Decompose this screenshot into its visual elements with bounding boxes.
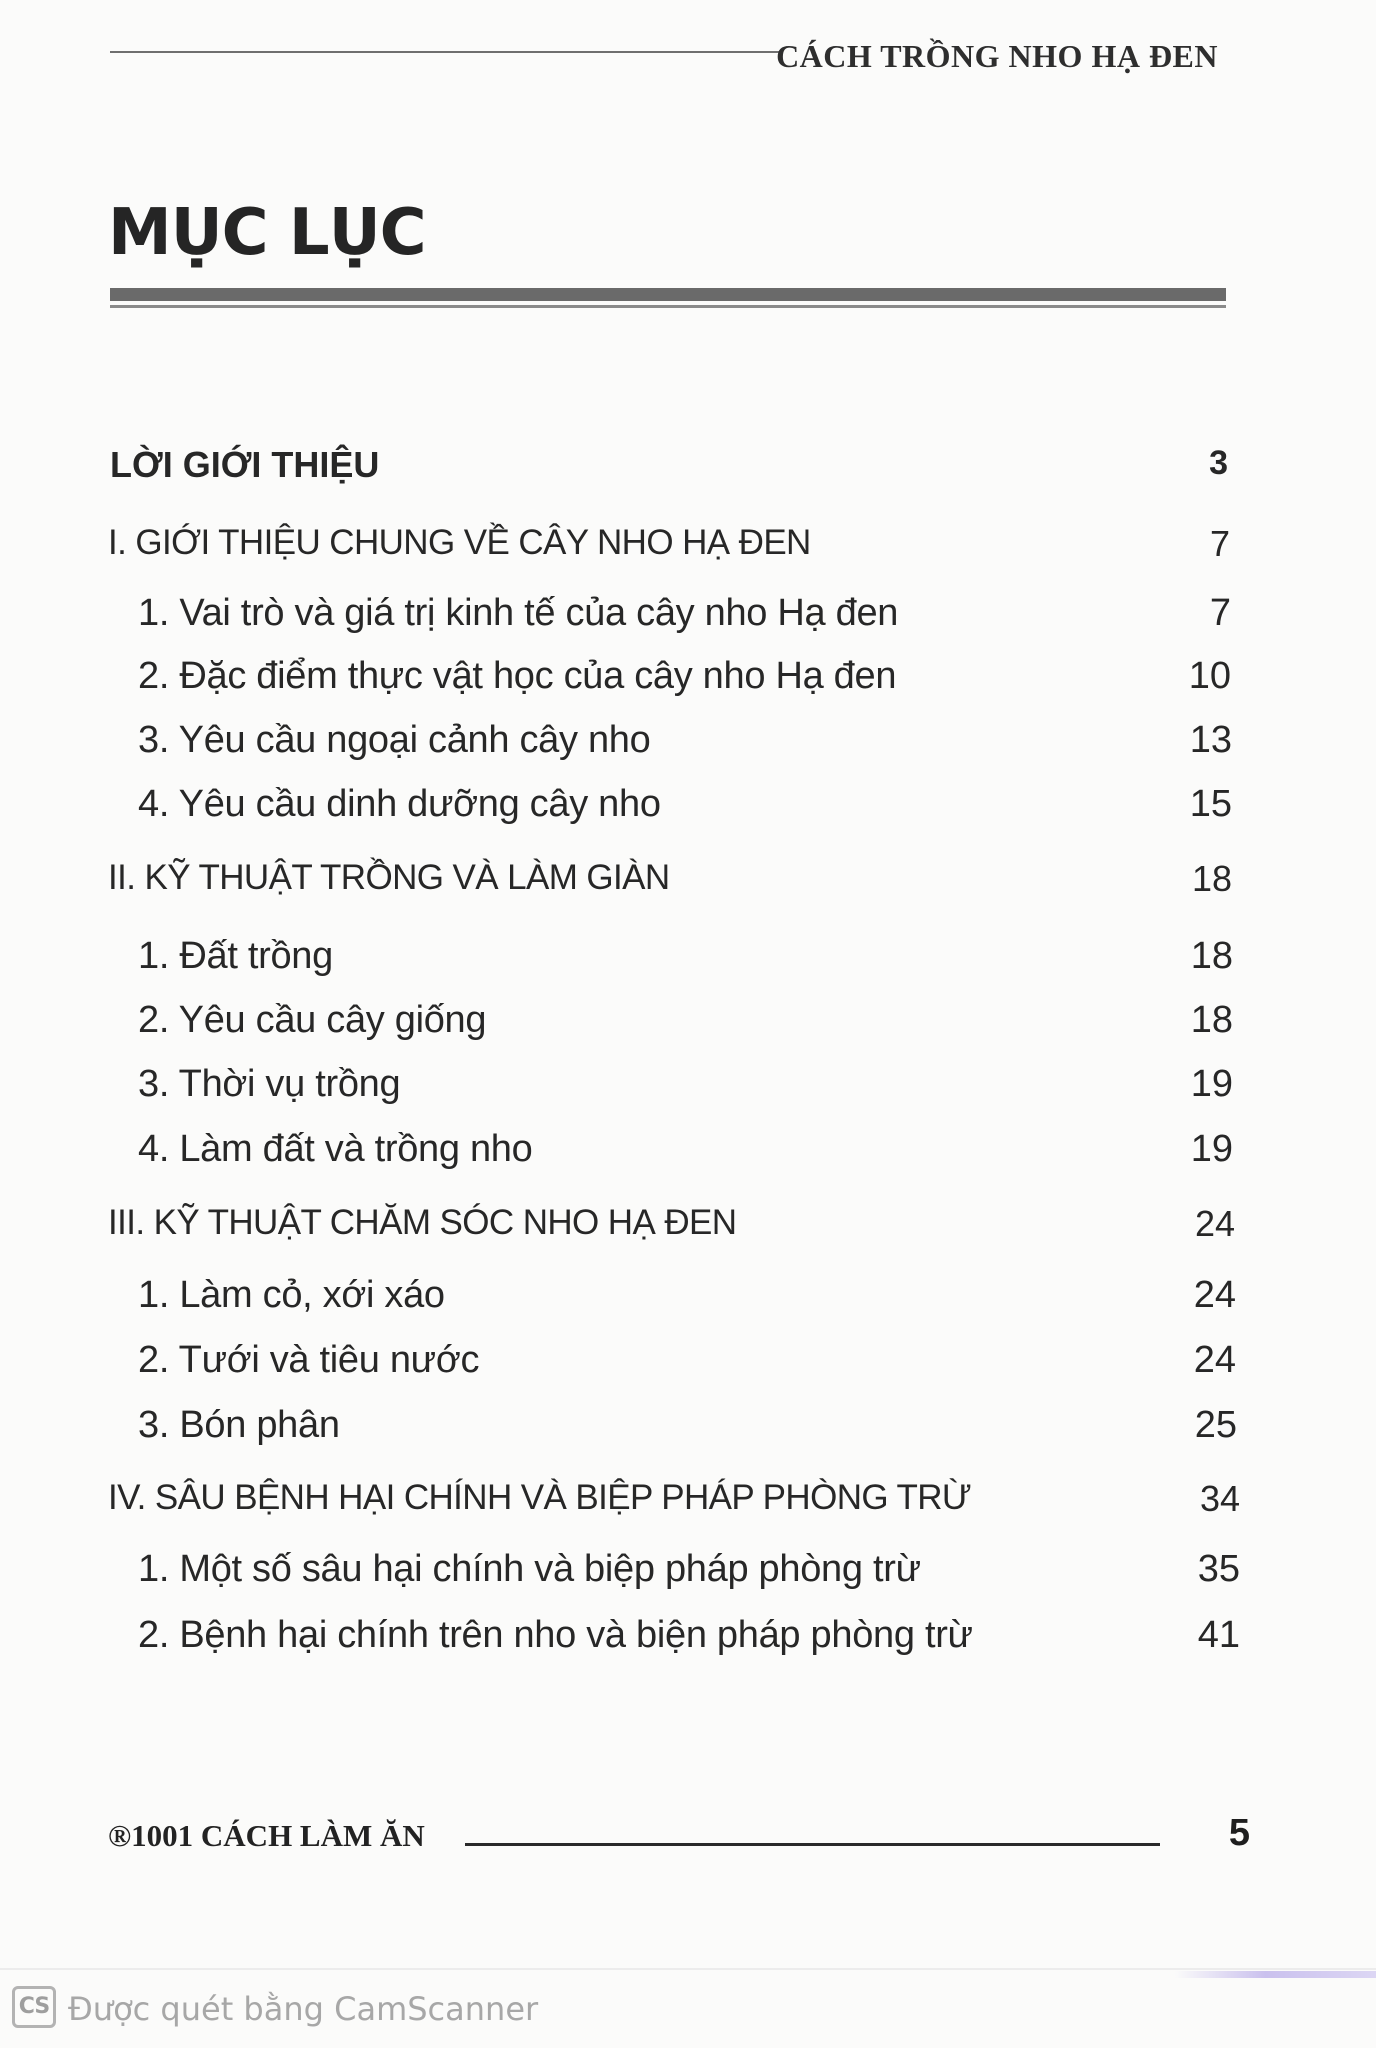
toc-entry-item — [0, 1274, 1376, 1324]
toc-entry-page: 24 — [1193, 1339, 1236, 1381]
toc-entry-item — [0, 783, 1376, 833]
toc-entry-page: 24 — [1194, 1203, 1235, 1244]
toc-entry-item — [0, 1339, 1376, 1389]
toc-entry-page: 7 — [1209, 523, 1230, 564]
toc-entry-section — [0, 1478, 1376, 1528]
scan-edge-tint — [1175, 1971, 1376, 1978]
toc-entry-page: 41 — [1197, 1614, 1240, 1656]
toc-entry-label: 2. Đặc điểm thực vật học của cây nho Hạ đen — [138, 655, 897, 697]
running-header-title: CÁCH TRỒNG NHO HẠ ĐEN — [776, 38, 1218, 74]
toc-entry-page: 35 — [1197, 1548, 1240, 1590]
toc-entry-item — [0, 999, 1376, 1049]
scanner-watermark-text: Được quét bằng CamScanner — [68, 1990, 539, 2028]
toc-entry-label: 1. Một số sâu hại chính và biệp pháp phòng trừ — [138, 1548, 921, 1590]
page-title: MỤC LỤC — [108, 196, 426, 270]
toc-entry-page: 25 — [1194, 1404, 1237, 1446]
toc-entry-item — [0, 935, 1376, 985]
footer-rule — [465, 1843, 1160, 1846]
toc-entry-page: 3 — [1209, 444, 1228, 482]
toc-entry-page: 19 — [1190, 1063, 1233, 1105]
toc-entry-item — [0, 719, 1376, 769]
toc-entry-label: IV. SÂU BỆNH HẠI CHÍNH VÀ BIỆP PHÁP PHÒNG TRỪ — [108, 1478, 972, 1517]
toc-entry-page: 34 — [1199, 1478, 1240, 1519]
toc-entry-label: 1. Đất trồng — [138, 935, 333, 977]
toc-entry-section — [0, 1203, 1376, 1253]
toc-entry-page: 18 — [1190, 999, 1233, 1041]
camscanner-logo-icon: CS — [12, 1986, 56, 2028]
toc-entry-page: 18 — [1190, 935, 1233, 977]
toc-entry-label: 3. Bón phân — [138, 1404, 340, 1446]
toc-entry-item — [0, 592, 1376, 642]
toc-entry-label: 2. Yêu cầu cây giống — [138, 999, 487, 1041]
toc-entry-label: 3. Thời vụ trồng — [138, 1063, 401, 1105]
toc-entry-label: 4. Yêu cầu dinh dưỡng cây nho — [138, 783, 661, 825]
toc-entry-item — [0, 1404, 1376, 1454]
toc-entry-item — [0, 655, 1376, 705]
toc-entry-page: 13 — [1189, 719, 1232, 761]
toc-entry-label: 1. Vai trò và giá trị kinh tế của cây nho Hạ đen — [138, 592, 899, 634]
header-rule — [110, 51, 782, 53]
toc-entry-page: 19 — [1190, 1128, 1233, 1170]
toc-entry-section — [0, 523, 1376, 573]
title-rule-thin — [110, 305, 1226, 308]
toc-entry-item — [0, 1548, 1376, 1598]
toc-entry-label: LỜI GIỚI THIỆU — [110, 444, 380, 485]
title-rule — [110, 288, 1226, 301]
footer-series-title: ®1001 CÁCH LÀM ĂN — [108, 1818, 425, 1853]
page-number: 5 — [1228, 1812, 1250, 1854]
toc-entry-item — [0, 1128, 1376, 1178]
toc-entry-label: I. GIỚI THIỆU CHUNG VỀ CÂY NHO HẠ ĐEN — [108, 523, 811, 562]
toc-entry-item — [0, 1614, 1376, 1664]
toc-entry-label: 3. Yêu cầu ngoại cảnh cây nho — [138, 719, 651, 761]
toc-entry-label: II. KỸ THUẬT TRỒNG VÀ LÀM GIÀN — [108, 858, 670, 897]
toc-entry-label: 4. Làm đất và trồng nho — [138, 1128, 533, 1170]
toc-entry-label: 2. Tưới và tiêu nước — [138, 1339, 480, 1381]
toc-entry-section — [0, 858, 1376, 908]
toc-entry-intro — [0, 444, 1376, 494]
toc-entry-page: 18 — [1191, 858, 1232, 899]
toc-entry-page: 24 — [1193, 1274, 1236, 1316]
toc-entry-label: III. KỸ THUẬT CHĂM SÓC NHO HẠ ĐEN — [108, 1203, 737, 1242]
toc-entry-page: 15 — [1189, 783, 1232, 825]
toc-entry-page: 10 — [1188, 655, 1231, 697]
scan-divider — [0, 1968, 1376, 1970]
toc-entry-label: 2. Bệnh hại chính trên nho và biện pháp phòng trừ — [138, 1614, 973, 1656]
toc-entry-page: 7 — [1209, 592, 1231, 634]
toc-entry-item — [0, 1063, 1376, 1113]
toc-entry-label: 1. Làm cỏ, xới xáo — [138, 1274, 445, 1316]
